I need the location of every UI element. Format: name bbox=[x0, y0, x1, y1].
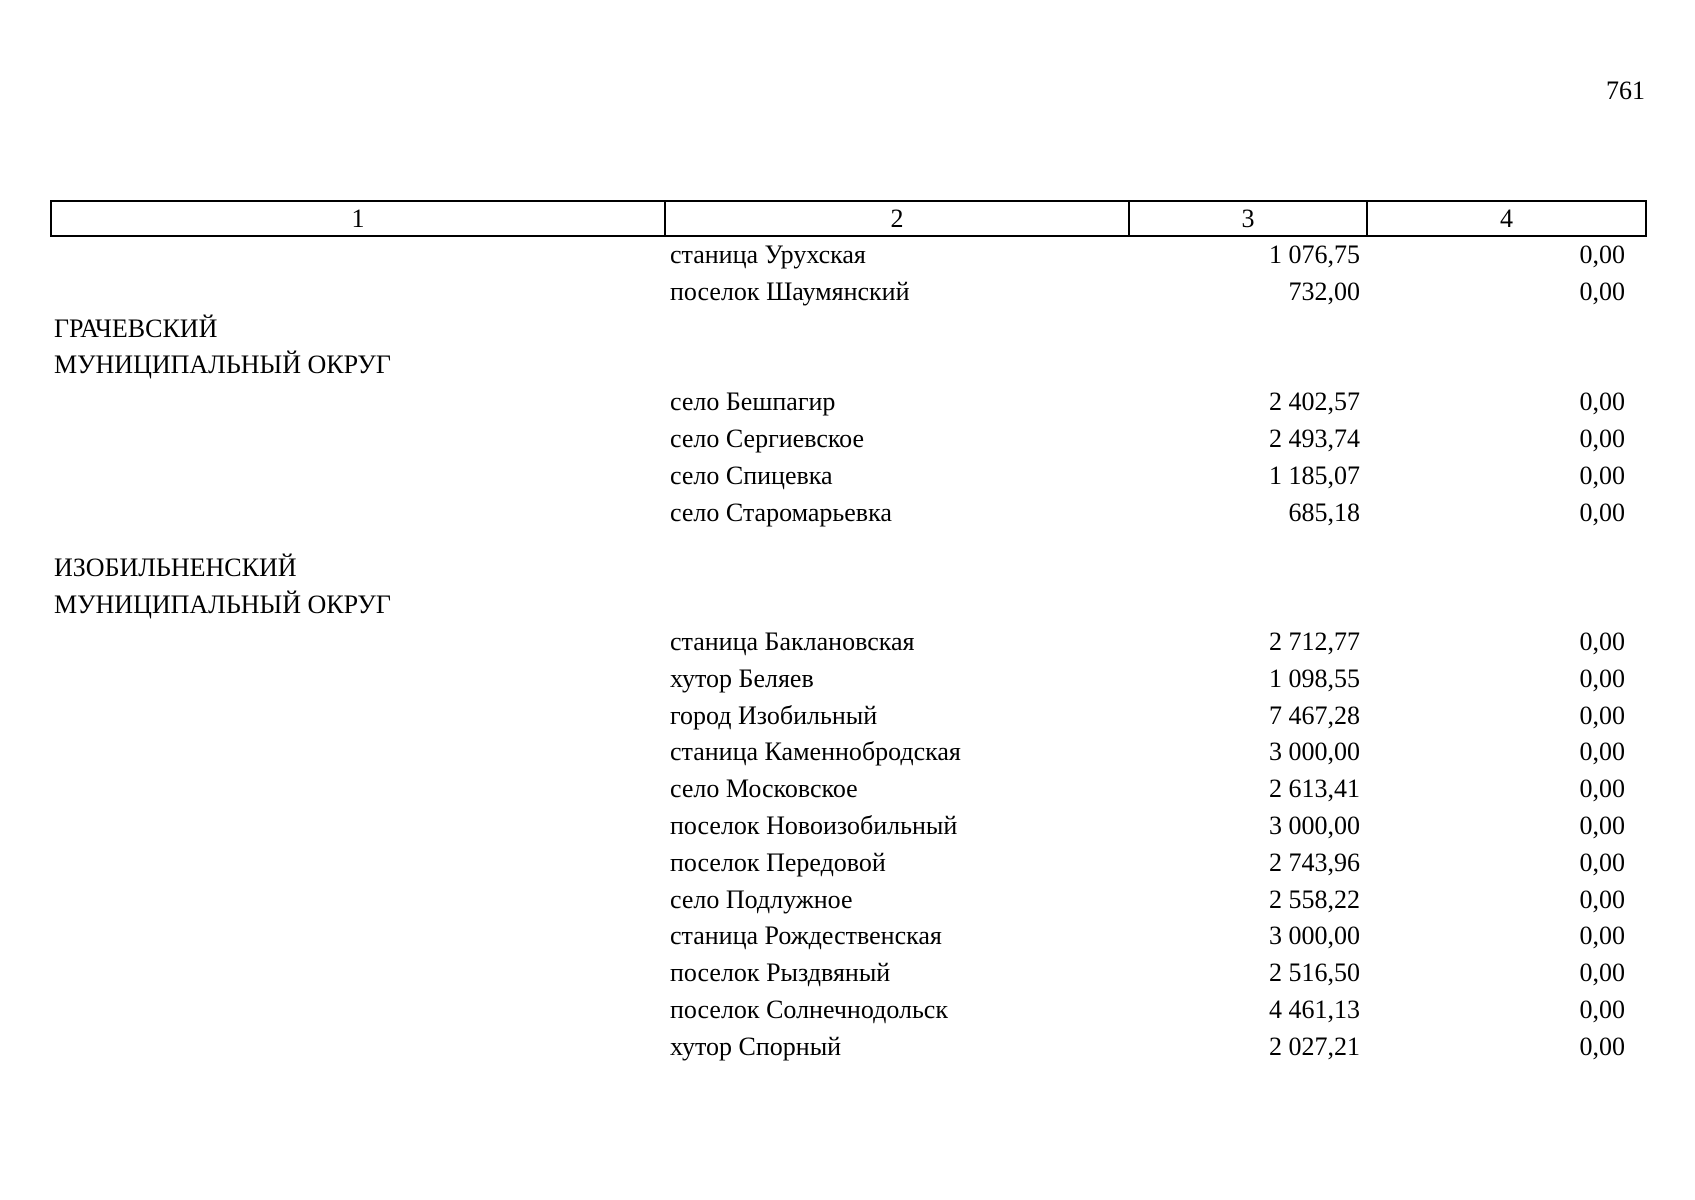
value-col4-cell: 0,00 bbox=[1579, 1031, 1625, 1061]
table-header bbox=[50, 200, 1647, 237]
district-cell: ИЗОБИЛЬНЕНСКИЙ bbox=[54, 553, 297, 583]
locality-cell: село Спицевка bbox=[670, 460, 833, 490]
locality-cell: село Сергиевское bbox=[670, 423, 865, 453]
value-col3-cell: 2 743,96 bbox=[1269, 847, 1360, 877]
locality-cell: хутор Спорный bbox=[670, 1031, 842, 1061]
table-row bbox=[50, 992, 1645, 1029]
value-col4-cell bbox=[1366, 550, 1645, 587]
locality-cell: село Старомарьевка bbox=[670, 497, 892, 527]
value-col3-cell: 3 000,00 bbox=[1269, 810, 1360, 840]
table-row bbox=[50, 698, 1645, 735]
value-col4-cell: 0,00 bbox=[1579, 810, 1625, 840]
district-cell bbox=[50, 734, 664, 771]
value-col3-cell: 3 000,00 bbox=[1269, 921, 1360, 951]
value-col3-cell: 2 493,74 bbox=[1269, 423, 1360, 453]
district-cell bbox=[50, 845, 664, 882]
table-row bbox=[50, 918, 1645, 955]
locality-cell: поселок Шаумянский bbox=[670, 276, 910, 306]
locality-cell bbox=[664, 550, 1128, 587]
value-col3-cell: 4 461,13 bbox=[1269, 994, 1360, 1024]
district-row bbox=[50, 587, 1645, 624]
district-cell: МУНИЦИПАЛЬНЫЙ ОКРУГ bbox=[54, 350, 391, 380]
value-col3-cell: 2 712,77 bbox=[1269, 626, 1360, 656]
value-col4-cell: 0,00 bbox=[1579, 276, 1625, 306]
value-col4-cell: 0,00 bbox=[1579, 240, 1625, 269]
table-row bbox=[50, 1029, 1645, 1066]
value-col4-cell bbox=[1366, 347, 1645, 384]
table-row bbox=[50, 771, 1645, 808]
table-row bbox=[50, 845, 1645, 882]
district-row bbox=[50, 311, 1645, 348]
locality-cell: поселок Передовой bbox=[670, 847, 886, 877]
page-number: 761 bbox=[1606, 76, 1645, 105]
table-row bbox=[50, 734, 1645, 771]
value-col3-cell: 2 516,50 bbox=[1269, 958, 1360, 988]
value-col3-cell bbox=[1128, 347, 1366, 384]
district-cell bbox=[50, 808, 664, 845]
district-cell bbox=[50, 237, 664, 274]
district-cell bbox=[50, 384, 664, 421]
district-row bbox=[50, 347, 1645, 384]
header-cell-1: 1 bbox=[51, 201, 665, 236]
header-cell-3: 3 bbox=[1129, 201, 1367, 236]
table-row bbox=[50, 882, 1645, 919]
locality-cell: поселок Солнечнодольск bbox=[670, 994, 948, 1024]
spacer-row bbox=[50, 531, 1645, 550]
table-row bbox=[50, 458, 1645, 495]
locality-cell: хутор Беляев bbox=[670, 663, 814, 693]
locality-cell: станица Урухская bbox=[670, 240, 866, 269]
district-cell bbox=[50, 882, 664, 919]
district-cell bbox=[50, 661, 664, 698]
value-col3-cell: 2 402,57 bbox=[1269, 387, 1360, 417]
locality-cell: станица Баклановская bbox=[670, 626, 915, 656]
locality-cell: село Московское bbox=[670, 774, 858, 804]
locality-cell: станица Рождественская bbox=[670, 921, 942, 951]
document-table bbox=[50, 200, 1645, 1066]
value-col3-cell: 732,00 bbox=[1288, 276, 1360, 306]
district-cell bbox=[50, 771, 664, 808]
district-cell bbox=[50, 698, 664, 735]
value-col4-cell: 0,00 bbox=[1579, 847, 1625, 877]
table-row bbox=[50, 624, 1645, 661]
value-col4-cell: 0,00 bbox=[1579, 460, 1625, 490]
locality-cell: село Подлужное bbox=[670, 884, 853, 914]
district-cell bbox=[50, 495, 664, 532]
value-col4-cell: 0,00 bbox=[1579, 958, 1625, 988]
value-col3-cell: 3 000,00 bbox=[1269, 737, 1360, 767]
value-col3-cell bbox=[1128, 550, 1366, 587]
locality-cell bbox=[664, 531, 1128, 550]
value-col3-cell: 2 027,21 bbox=[1269, 1031, 1360, 1061]
value-col4-cell: 0,00 bbox=[1579, 700, 1625, 730]
value-col3-cell: 2 558,22 bbox=[1269, 884, 1360, 914]
value-col4-cell bbox=[1366, 531, 1645, 550]
table-row bbox=[50, 661, 1645, 698]
value-col4-cell: 0,00 bbox=[1579, 663, 1625, 693]
district-cell: МУНИЦИПАЛЬНЫЙ ОКРУГ bbox=[54, 590, 391, 620]
value-col3-cell: 2 613,41 bbox=[1269, 774, 1360, 804]
district-cell bbox=[50, 992, 664, 1029]
district-cell bbox=[50, 421, 664, 458]
value-col4-cell: 0,00 bbox=[1579, 921, 1625, 951]
locality-cell: село Бешпагир bbox=[670, 387, 836, 417]
value-col3-cell: 1 076,75 bbox=[1269, 240, 1360, 269]
table-row bbox=[50, 384, 1645, 421]
value-col4-cell: 0,00 bbox=[1579, 884, 1625, 914]
value-col4-cell bbox=[1366, 587, 1645, 624]
value-col4-cell: 0,00 bbox=[1579, 994, 1625, 1024]
header-cell-4: 4 bbox=[1367, 201, 1646, 236]
table-row bbox=[50, 955, 1645, 992]
header-cell-2: 2 bbox=[665, 201, 1129, 236]
district-cell bbox=[50, 918, 664, 955]
value-col4-cell: 0,00 bbox=[1579, 423, 1625, 453]
locality-cell bbox=[664, 587, 1128, 624]
value-col3-cell: 7 467,28 bbox=[1269, 700, 1360, 730]
value-col4-cell: 0,00 bbox=[1579, 774, 1625, 804]
locality-cell bbox=[664, 347, 1128, 384]
value-col4-cell: 0,00 bbox=[1579, 497, 1625, 527]
table-row bbox=[50, 808, 1645, 845]
locality-cell: город Изобильный bbox=[670, 700, 878, 730]
value-col3-cell bbox=[1128, 311, 1366, 348]
value-col3-cell bbox=[1128, 531, 1366, 550]
district-cell bbox=[50, 1029, 664, 1066]
locality-cell: поселок Новоизобильный bbox=[670, 810, 958, 840]
table-row bbox=[50, 237, 1645, 274]
value-col3-cell: 1 185,07 bbox=[1269, 460, 1360, 490]
value-col4-cell: 0,00 bbox=[1579, 737, 1625, 767]
district-cell bbox=[50, 624, 664, 661]
district-cell: ГРАЧЕВСКИЙ bbox=[54, 313, 218, 343]
locality-cell: станица Каменнобродская bbox=[670, 737, 961, 767]
table-row bbox=[50, 274, 1645, 311]
value-col3-cell: 685,18 bbox=[1288, 497, 1360, 527]
value-col4-cell: 0,00 bbox=[1579, 626, 1625, 656]
district-cell bbox=[50, 274, 664, 311]
district-cell bbox=[50, 531, 664, 550]
value-col3-cell bbox=[1128, 587, 1366, 624]
table-body bbox=[50, 237, 1645, 1066]
table-row bbox=[50, 421, 1645, 458]
value-col3-cell: 1 098,55 bbox=[1269, 663, 1360, 693]
value-col4-cell bbox=[1366, 311, 1645, 348]
district-cell bbox=[50, 458, 664, 495]
table-row bbox=[50, 495, 1645, 532]
locality-cell bbox=[664, 311, 1128, 348]
locality-cell: поселок Рыздвяный bbox=[670, 958, 891, 988]
district-row bbox=[50, 550, 1645, 587]
district-cell bbox=[50, 955, 664, 992]
value-col4-cell: 0,00 bbox=[1579, 387, 1625, 417]
